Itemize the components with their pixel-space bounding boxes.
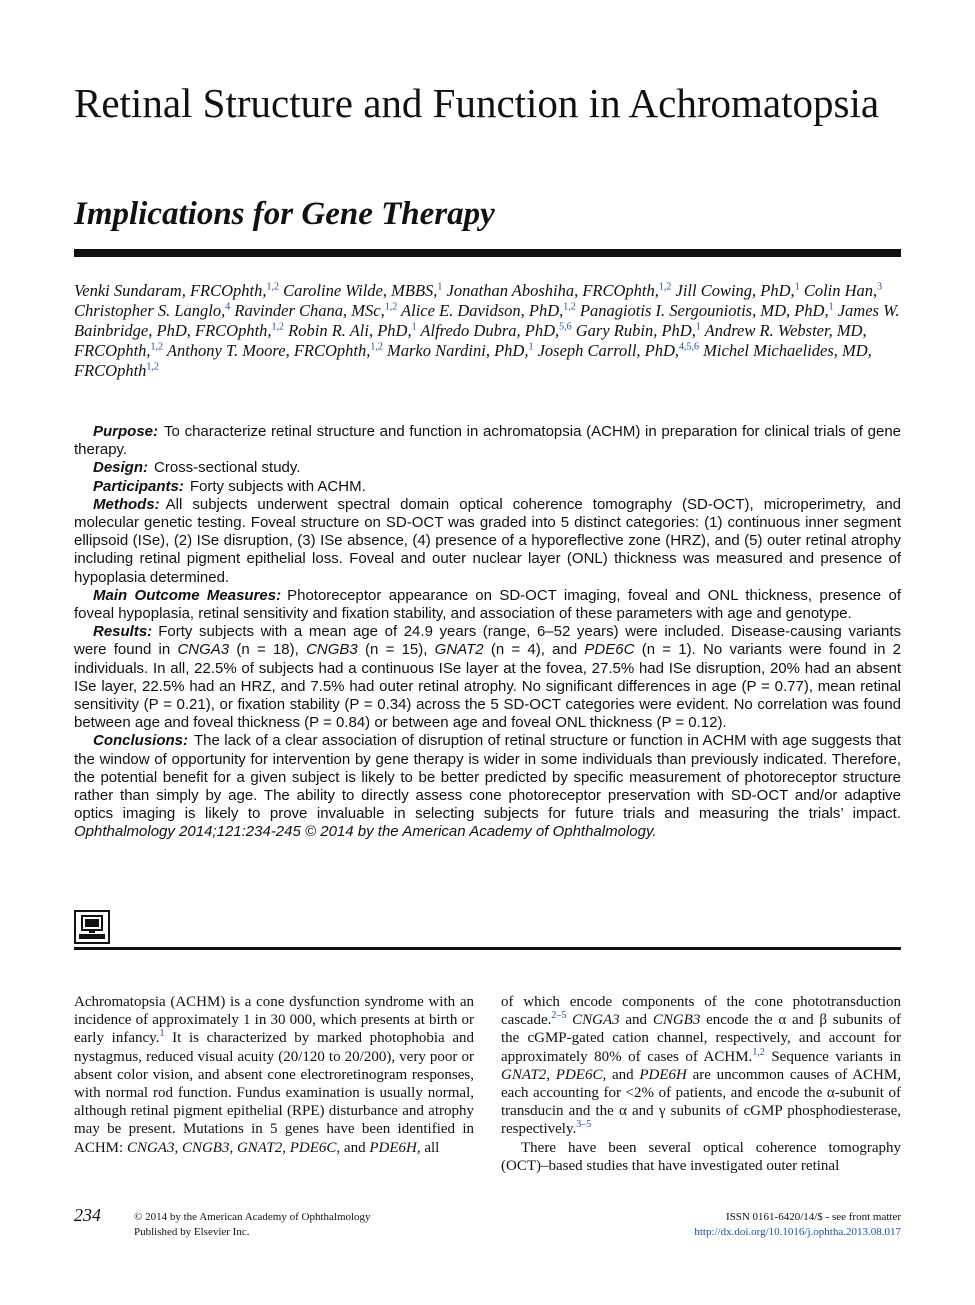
reference-link[interactable]: 2–5: [551, 1010, 567, 1022]
doi-link[interactable]: http://dx.doi.org/10.1016/j.ophtha.2013.08.017: [694, 1226, 901, 1238]
author-name: Anthony T. Moore, FRCOphth,: [166, 341, 371, 360]
author-name: Ravinder Chana, MSc,: [234, 301, 385, 320]
author: [401, 301, 576, 320]
author-affiliation[interactable]: 4,5,6: [679, 341, 700, 353]
body-column-left: [74, 993, 474, 1157]
author-name: Jill Cowing, PhD,: [675, 281, 795, 300]
author-name: Andrew R. Webster, MD, FRCOphth,: [74, 321, 867, 360]
author-affiliation[interactable]: 1: [794, 281, 800, 293]
abstract-label: Purpose:: [93, 423, 159, 440]
author-name: Alice E. Davidson, PhD,: [401, 301, 564, 320]
author-affiliation[interactable]: 1,2: [266, 281, 279, 293]
author-affiliation[interactable]: 3: [877, 281, 883, 293]
author-name: Colin Han,: [803, 281, 878, 300]
author: [580, 301, 834, 320]
footer-copyright: [134, 1210, 371, 1240]
abstract-label: Results:: [93, 623, 153, 641]
article-title: Retinal Structure and Function in Achromatopsia: [74, 80, 880, 126]
title-divider: [74, 249, 901, 257]
article-subtitle: Implications for Gene Therapy: [74, 196, 495, 232]
abstract-conclusions: Conclusions: The lack of a clear association of disruption of retinal structure or function in ACHM with age suggests that the window of opportunity for intervention by gene therapy is wider in some individuals than previously indicated. Therefore, the potential benefit for a given subject is likely to be better predicted by specific measurement of photoreceptor structure rather than simply by age. The ability to directly assess cone photoreceptor preservation with SD-OCT and/or adaptive optics imaging is likely to prove invaluable in selecting subjects for future trials and measuring the trials’ impact. Ophthalmology 2014;121:234-245 © 2014 by the American Academy of Ophthalmology.: [74, 732, 901, 841]
author: [74, 301, 230, 320]
author-affiliation[interactable]: 1,2: [563, 301, 576, 313]
author: [74, 281, 279, 300]
issn-line: ISSN 0161-6420/14/$ - see front matter: [725, 1211, 901, 1223]
body-paragraph: There have been several optical coherence tomography (OCT)–based studies that have investigated outer retinal: [501, 1139, 901, 1174]
body-paragraph: Achromatopsia (ACHM) is a cone dysfunction syndrome with an incidence of approximately 1 in 30 000, which presents at birth or early infancy.$^1$ It is characterized by marked photophobia and nystagmus, reduced visual acuity (20/120 to 20/200), very poor or absent color vision, and absent cone electroretinogram responses, with normal rod function. Fundus examination is usually normal, although retinal pigment epithelial (RPE) disturbance and atrophy may be present. Mutations in 5 genes have been identified in ACHM: CNGA3, CNGB3, GNAT2, PDE6C, and PDE6H, all: [74, 994, 475, 1156]
author-name: Christopher S. Langlo,: [74, 301, 226, 320]
author-name: Gary Rubin, PhD,: [575, 321, 696, 340]
author: [167, 341, 383, 360]
author: [576, 321, 701, 340]
abstract-label: Conclusions:: [93, 732, 189, 750]
abstract-results: Results: Forty subjects with a mean age of 24.9 years (range, 6–52 years) were included. Disease-causing variants were found in CNGA3 (n = 18), CNGB3 (n = 15), GNAT2 (n = 4), and PDE6C (n = 1). No variants were found in 2 individuals. In all, 22.5% of subjects had a continuous ISe layer at the fovea, 27.5% had ISe disruption, 20% had an absent ISe layer, 22.5% had an HRZ, and 7.5% had outer retinal atrophy. No significant differences in age (P = 0.77), mean retinal sensitivity (P = 0.21), or fixation stability (P = 0.34) across the 5 SD-OCT categories were evident. No correlation was found between age and foveal thickness (P = 0.84) or between age and foveal ONL thickness (P = 0.12).: [74, 623, 901, 732]
reference-link[interactable]: 1: [159, 1028, 165, 1040]
author-affiliation[interactable]: 1,2: [658, 281, 672, 293]
author: [387, 341, 533, 360]
citation: Ophthalmology 2014;121:234-245 © 2014 by the American Academy of Ophthalmology.: [74, 823, 657, 841]
reference-link[interactable]: 1,2: [752, 1046, 765, 1058]
author-name: Robin R. Ali, PhD,: [288, 321, 412, 340]
author-affiliation[interactable]: 5,6: [559, 321, 572, 333]
author-affiliation[interactable]: 1: [828, 301, 834, 313]
author: [283, 281, 442, 300]
author-affiliation[interactable]: 4: [225, 301, 231, 313]
publisher-line: Published by Elsevier Inc.: [134, 1226, 250, 1238]
author-affiliation[interactable]: 1,2: [271, 321, 285, 333]
body-column-right: [501, 993, 901, 1175]
abstract-outcomes: Main Outcome Measures: Photoreceptor appearance on SD-OCT imaging, foveal and ONL thickness, presence of foveal hypoplasia, retinal sensitivity and fixation stability, and association of these parameters with age and genotype.: [74, 586, 902, 623]
author-affiliation[interactable]: 1,2: [150, 341, 164, 353]
abstract-methods: Methods: All subjects underwent spectral domain optical coherence tomography (SD-OCT), microperimetry, and molecular genetic testing. Foveal structure on SD-OCT was graded into 5 distinct categories: (1) continuous inner segment ellipsoid (ISe), (2) ISe disruption, (3) ISe absence, (4) presence of a hyporeflective zone (HRZ), and (5) outer retinal atrophy including retinal pigment epithelial loss. Foveal and outer nuclear layer (ONL) thickness was measured and presence of hypoplasia determined.: [74, 495, 901, 586]
abstract-divider: [74, 947, 901, 950]
abstract-label: Design:: [93, 459, 149, 477]
abstract-design: Design: Cross-sectional study.: [74, 459, 901, 477]
abstract-label: Main Outcome Measures:: [93, 586, 282, 604]
author: [420, 321, 571, 340]
abstract-participants: Participants: Forty subjects with ACHM.: [74, 478, 901, 496]
author: [676, 281, 800, 300]
author-affiliation[interactable]: 1,2: [146, 361, 159, 373]
footer-issn: [694, 1210, 901, 1240]
author-affiliation[interactable]: 1: [528, 341, 534, 353]
author-name: Jonathan Aboshiha, FRCOphth,: [446, 281, 659, 300]
author-name: Michel Michaelides, MD, FRCOphth: [74, 341, 872, 380]
author: [804, 281, 882, 300]
author: [447, 281, 672, 300]
body-paragraph: of which encode components of the cone phototransduction cascade.$^{2-5}$ CNGA3 and CNGB3 encode the α and β subunits of the cGMP-gated cation channel, respectively, and account for approximately 80% of cases of ACHM.$^{1,2}$ Sequence variants in GNAT2, PDE6C, and PDE6H are uncommon causes of ACHM, each accounting for <2% of patients, and encode the α-subunit of transducin and the α and γ subunits of cGMP phosphodiesterase, respectively.$^{3-5}$: [501, 994, 902, 1138]
author-name: Caroline Wilde, MBBS,: [283, 281, 438, 300]
author: [288, 321, 416, 340]
author: [538, 341, 699, 360]
reference-link[interactable]: 3–5: [576, 1119, 592, 1131]
author: [234, 301, 397, 320]
abstract-label: Methods:: [93, 495, 160, 513]
author-affiliation[interactable]: 1: [411, 321, 417, 333]
page-number: 234: [74, 1205, 101, 1225]
author-name: James W. Bainbridge, PhD, FRCOphth,: [74, 301, 900, 340]
author-name: Panagiotis I. Sergouniotis, MD, PhD,: [579, 301, 829, 320]
abstract-purpose: Purpose: To characterize retinal structure and function in achromatopsia (ACHM) in preparation for clinical trials of gene therapy.: [74, 423, 901, 459]
author-affiliation[interactable]: 1,2: [370, 341, 383, 353]
author-affiliation[interactable]: 1: [437, 281, 443, 293]
author-name: Venki Sundaram, FRCOphth,: [74, 281, 267, 300]
author-affiliation[interactable]: 1: [695, 321, 701, 333]
author-name: Alfredo Dubra, PhD,: [420, 321, 560, 340]
author-name: Marko Nardini, PhD,: [386, 341, 529, 360]
author-affiliation[interactable]: 1,2: [384, 301, 398, 313]
author-list: [74, 281, 914, 381]
copyright-line: © 2014 by the American Academy of Ophthalmology: [134, 1211, 371, 1223]
abstract: [74, 423, 901, 842]
abstract-label: Participants:: [93, 477, 184, 495]
monitor-icon[interactable]: [74, 910, 110, 944]
author-name: Joseph Carroll, PhD,: [537, 341, 680, 360]
